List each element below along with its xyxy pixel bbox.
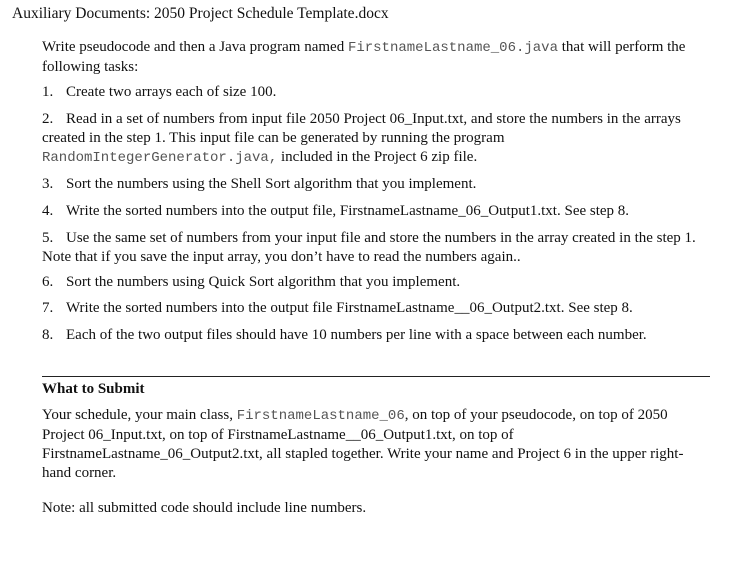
task-item	[42, 110, 702, 168]
section-divider	[42, 376, 710, 377]
task-text-end: included in the Project 6 zip file.	[277, 149, 478, 165]
main-class-name: FirstnameLastname_06	[236, 408, 405, 424]
task-item	[42, 83, 702, 102]
intro-text-end: that will perform the following tasks:	[42, 39, 686, 75]
submit-text-end: , on top of your pseudocode, on top of 2050 Project 06_Input.txt, on top of FirstnameLastname__06_Output1.txt, on top of FirstnameLastname_06_Output2.txt, all stapled together. Write your name and Project 6 in the upper right-hand corner.	[42, 407, 684, 481]
task-item	[42, 299, 702, 318]
task-number: 1.	[42, 84, 54, 100]
task-number: 7.	[42, 300, 54, 316]
generator-filename: RandomIntegerGenerator.java,	[42, 150, 278, 166]
task-item	[42, 326, 702, 345]
note-text: Note: all submitted code should include line numbers.	[42, 500, 367, 516]
task-item	[42, 202, 702, 221]
task-text: Each of the two output files should have 10 numbers per line with a space between each number.	[66, 327, 647, 343]
document-title: Auxiliary Documents: 2050 Project Schedule Template.docx	[12, 5, 389, 22]
task-number: 8.	[42, 327, 54, 343]
task-text: Write the sorted numbers into the output file FirstnameLastname__06_Output2.txt. See step 8.	[66, 300, 633, 316]
task-item	[42, 229, 702, 267]
task-text: Sort the numbers using Quick Sort algorithm that you implement.	[66, 274, 461, 290]
task-text: Use the same set of numbers from your input file and store the numbers in the array created in the step 1. Note that if you save the input array, you don’t have to read the numbers again..	[42, 230, 696, 265]
task-text: Write the sorted numbers into the output file, FirstnameLastname_06_Output1.txt. See step 8.	[66, 203, 630, 219]
task-number: 6.	[42, 274, 54, 290]
intro-text: Write pseudocode and then a Java program named	[42, 39, 348, 55]
task-number: 2.	[42, 111, 54, 127]
submit-paragraph	[42, 406, 702, 483]
task-text: Create two arrays each of size 100.	[66, 84, 277, 100]
task-number: 4.	[42, 203, 54, 219]
task-text: Sort the numbers using the Shell Sort algorithm that you implement.	[66, 176, 477, 192]
submit-heading: What to Submit	[42, 381, 145, 397]
task-item	[42, 273, 702, 292]
submit-text: Your schedule, your main class,	[42, 407, 237, 423]
task-number: 5.	[42, 230, 54, 246]
task-number: 3.	[42, 176, 54, 192]
task-item	[42, 175, 702, 194]
program-filename: FirstnameLastname_06.java	[347, 40, 558, 56]
task-text: Read in a set of numbers from input file 2050 Project 06_Input.txt, and store the numbers in the arrays created in the step 1. This input file can be generated by running the program	[42, 111, 681, 146]
intro-paragraph	[42, 38, 702, 77]
